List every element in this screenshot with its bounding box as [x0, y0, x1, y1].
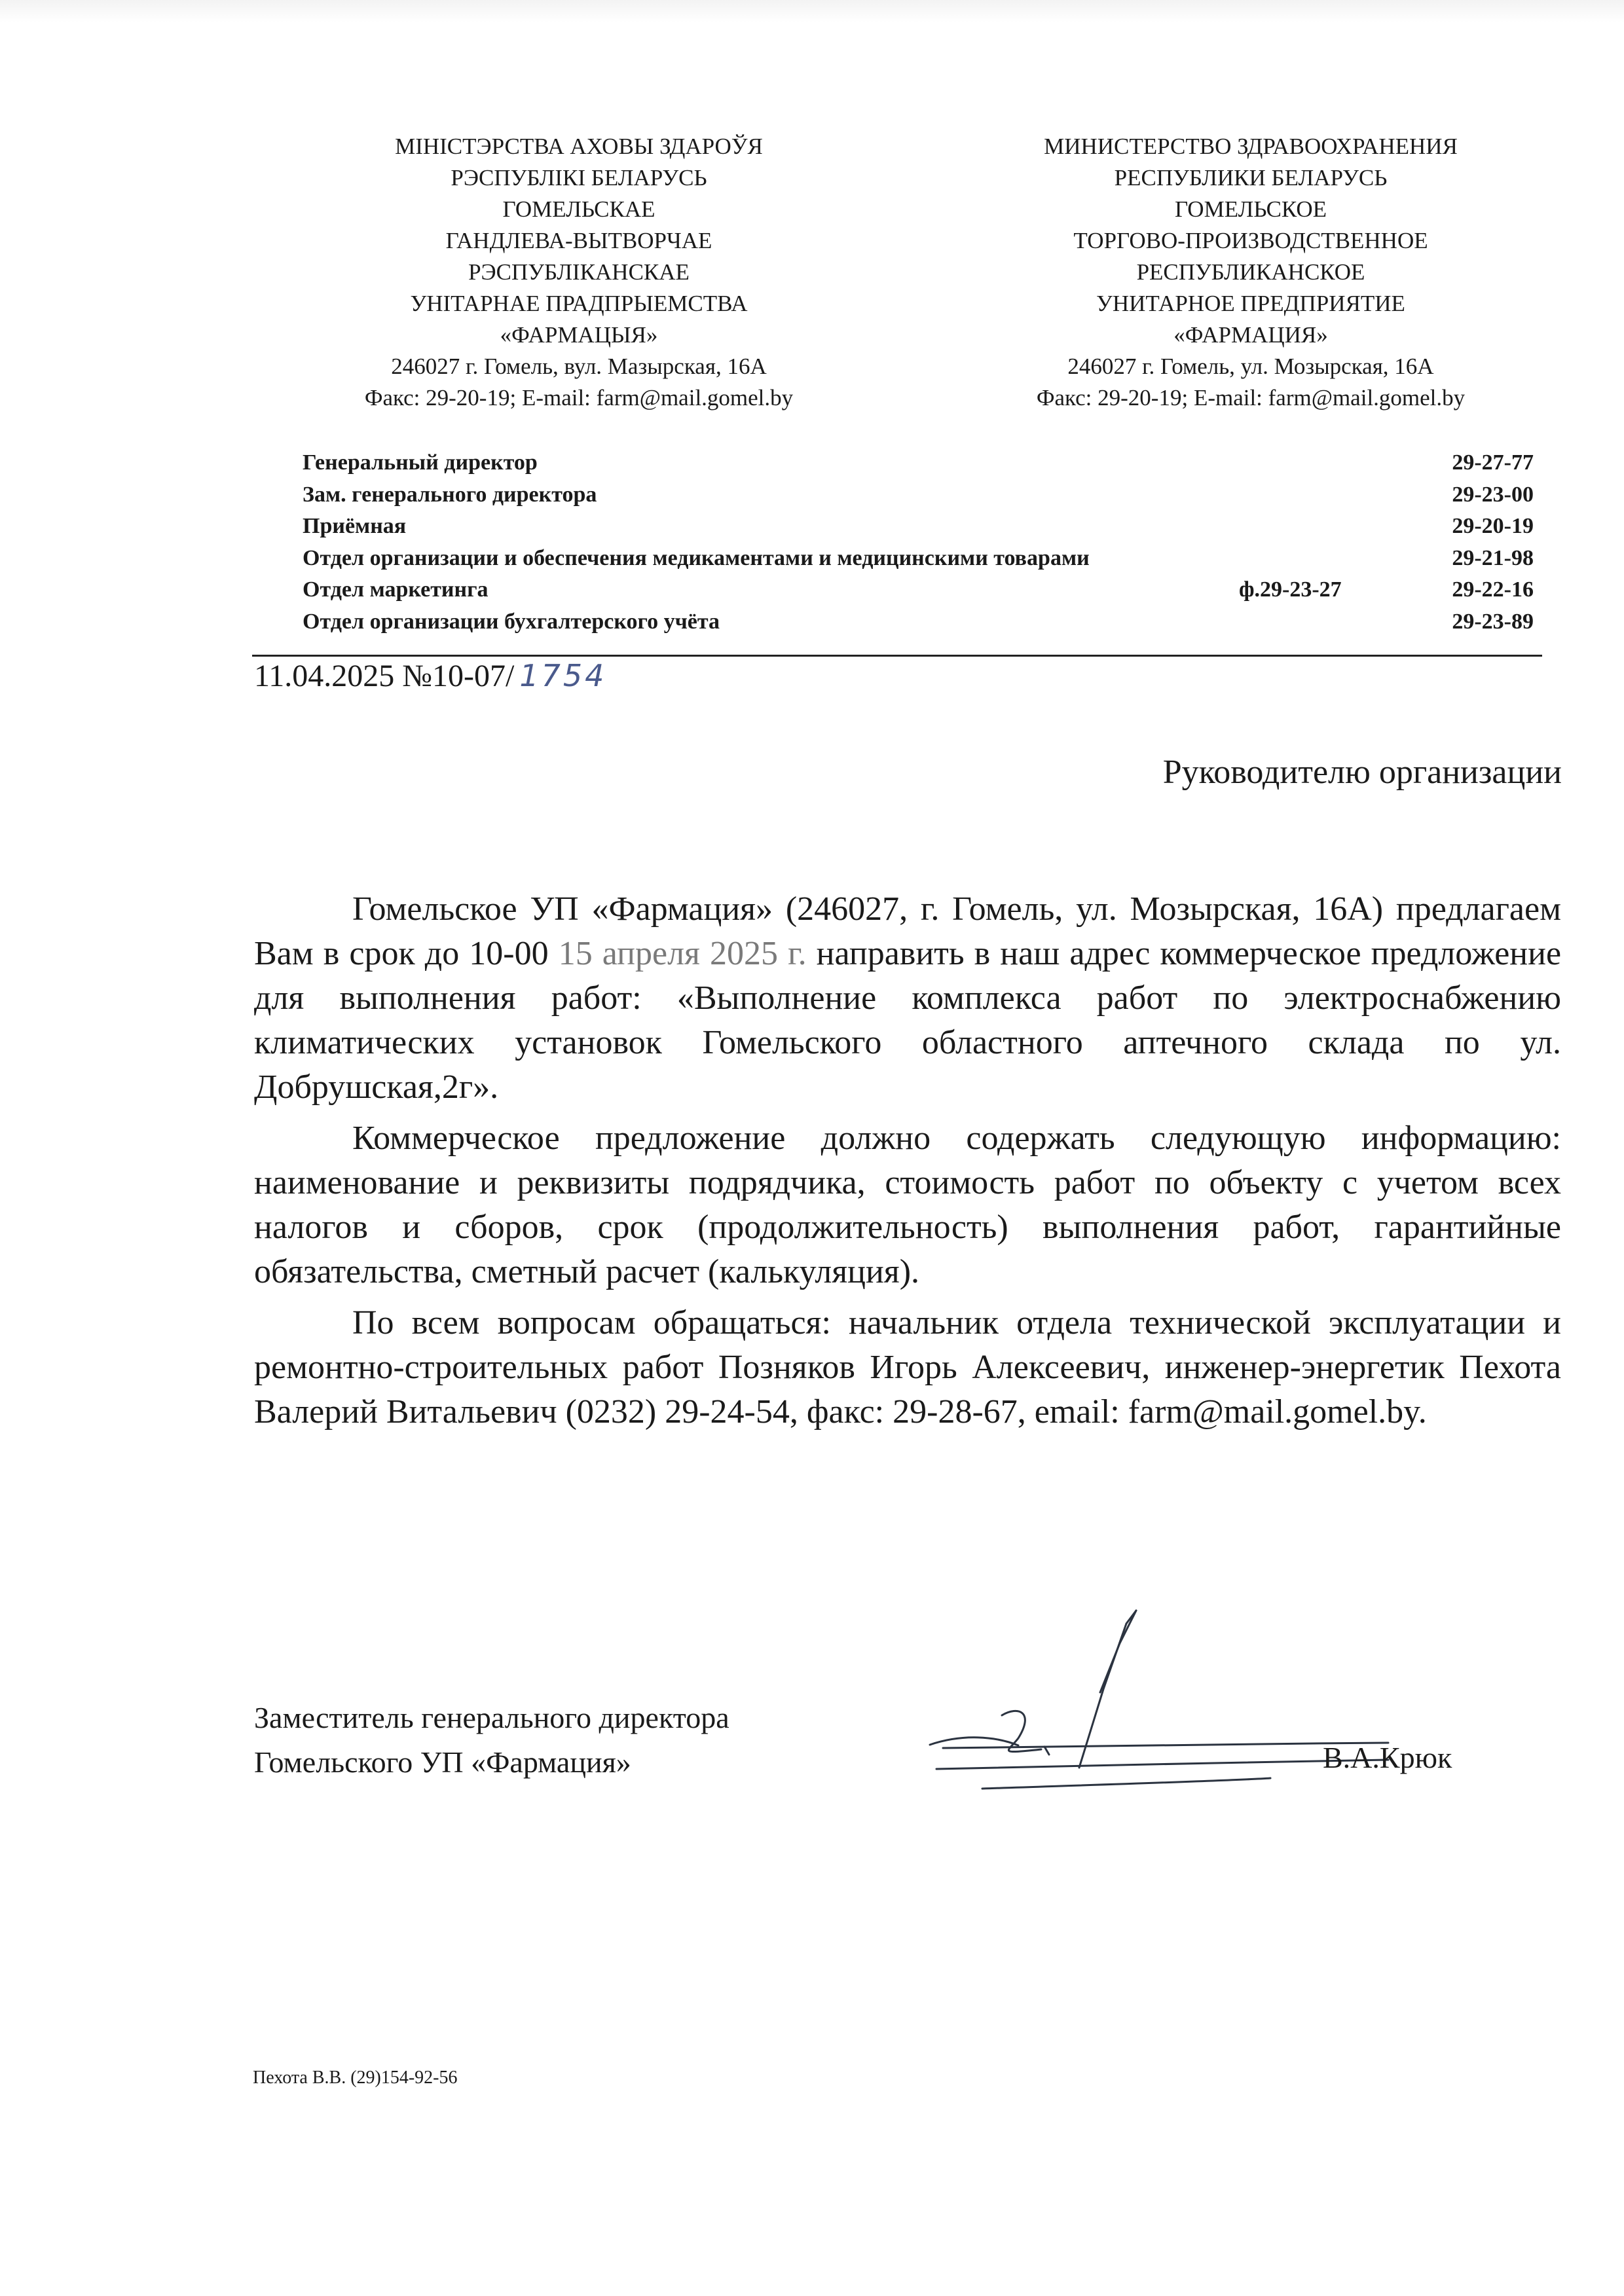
- letterhead-fax-email: Факс: 29-20-19; E-mail: farm@mail.gomel.by: [1036, 385, 1466, 410]
- letterhead-line: УНИТАРНОЕ ПРЕДПРИЯТИЕ: [1096, 291, 1405, 316]
- executor-note: Пехота В.В. (29)154-92-56: [253, 2068, 458, 2088]
- letterhead-address: 246027 г. Гомель, вул. Мазырская, 16А: [391, 354, 767, 379]
- letterhead-line: «ФАРМАЦЫЯ»: [500, 322, 658, 348]
- letterhead-line: «ФАРМАЦИЯ»: [1173, 322, 1328, 348]
- contact-directory: [303, 450, 1534, 641]
- contact-phone: 29-21-98: [1452, 545, 1534, 570]
- letterhead-russian: [1002, 131, 1500, 414]
- contact-name: Приёмная: [303, 514, 407, 538]
- contact-phone: 29-27-77: [1452, 450, 1534, 475]
- letterhead-address: 246027 г. Гомель, ул. Мозырская, 16А: [1067, 354, 1434, 379]
- letterhead-line: ГАНДЛЕВА-ВЫТВОРЧАЕ: [445, 228, 712, 253]
- outgoing-number-printed: 11.04.2025 №10-07/: [254, 659, 515, 693]
- signatory-title-line: Заместитель генерального директора: [254, 1701, 729, 1734]
- letterhead-line: ГОМЕЛЬСКОЕ: [1174, 196, 1327, 222]
- contact-name: Генеральный директор: [303, 450, 538, 475]
- header-divider: [252, 655, 1542, 657]
- handwritten-signature: [904, 1597, 1401, 1820]
- letterhead-line: МІНІСТЭРСТВА АХОВЫ ЗДАРОЎЯ: [395, 134, 763, 159]
- contact-row: [303, 450, 1534, 483]
- letterhead-fax-email: Факс: 29-20-19; E-mail: farm@mail.gomel.by: [364, 385, 794, 410]
- outgoing-number: [254, 658, 606, 694]
- scan-top-edge: [0, 0, 1624, 22]
- contact-row: [303, 546, 1534, 578]
- contact-row: [303, 577, 1534, 610]
- letterhead-line: ТОРГОВО-ПРОИЗВОДСТВЕННОЕ: [1073, 228, 1428, 253]
- signatory-name: В.А.Крюк: [1323, 1741, 1452, 1774]
- contact-name: Отдел организации бухгалтерского учёта: [303, 609, 720, 634]
- letterhead-line: МИНИСТЕРСТВО ЗДРАВООХРАНЕНИЯ: [1044, 134, 1458, 159]
- contact-phone: 29-22-16: [1452, 577, 1534, 602]
- signatory-title: [254, 1696, 729, 1785]
- letterhead-line: РЭСПУБЛІКІ БЕЛАРУСЬ: [451, 165, 707, 191]
- outgoing-number-handwritten: 1754: [519, 658, 607, 693]
- body-paragraph: По всем вопросам обращаться: начальник отдела технической эксплуатации и ремонтно-строительных работ Позняков Игорь Алексеевич, инженер-энергетик Пехота Валерий Витальевич (0232) 29-24-54, факс: 29-28-67, email: farm@mail.gomel.by.: [254, 1304, 1561, 1430]
- contact-phone: 29-23-89: [1452, 609, 1534, 634]
- contact-name: Отдел маркетинга: [303, 577, 489, 602]
- letter-body: [254, 887, 1561, 1441]
- contact-row: [303, 514, 1534, 546]
- addressee: Руководителю организации: [1162, 754, 1562, 791]
- contact-row: [303, 483, 1534, 515]
- contact-row: [303, 610, 1534, 642]
- contact-phone: 29-23-00: [1452, 482, 1534, 507]
- letterhead-line: РЕСПУБЛИКИ БЕЛАРУСЬ: [1114, 165, 1388, 191]
- deadline-date: 15 апреля 2025 г.: [558, 935, 807, 972]
- contact-fax: ф.29-23-27: [1239, 577, 1342, 602]
- paragraph-text: Гомельское УП «Фармация» (246027, г. Гомель, ул. Мозырская, 16А) предлагаем Вам в срок до 10-00: [254, 890, 1561, 972]
- letterhead-line: ГОМЕЛЬСКАЕ: [502, 196, 655, 222]
- signatory-title-line: Гомельского УП «Фармация»: [254, 1745, 631, 1779]
- contact-name: Зам. генерального директора: [303, 482, 597, 507]
- body-paragraph: Коммерческое предложение должно содержать следующую информацию: наименование и реквизиты подрядчика, стоимость работ по объекту с учетом всех налогов и сборов, срок (продолжительность) выполнения работ, гарантийные обязательства, сметный расчет (калькуляция).: [254, 1120, 1561, 1290]
- paragraph-text: направить в наш адрес коммерческое предложение для выполнения работ: «Выполнение комплекса работ по электроснабжению климатических установок Гомельского областного аптечного склада по ул. Добрушская,2г».: [254, 935, 1562, 1106]
- contact-name: Отдел организации и обеспечения медикаментами и медицинскими товарами: [303, 545, 1090, 570]
- contact-phone: 29-20-19: [1452, 514, 1534, 538]
- letterhead-line: РЭСПУБЛІКАНСКАЕ: [468, 259, 690, 285]
- letterhead-belarusian: [330, 131, 828, 414]
- body-paragraph: [254, 887, 1561, 1110]
- letterhead-line: УНІТАРНАЕ ПРАДПРЫЕМСТВА: [410, 291, 748, 316]
- letterhead-line: РЕСПУБЛИКАНСКОЕ: [1136, 259, 1365, 285]
